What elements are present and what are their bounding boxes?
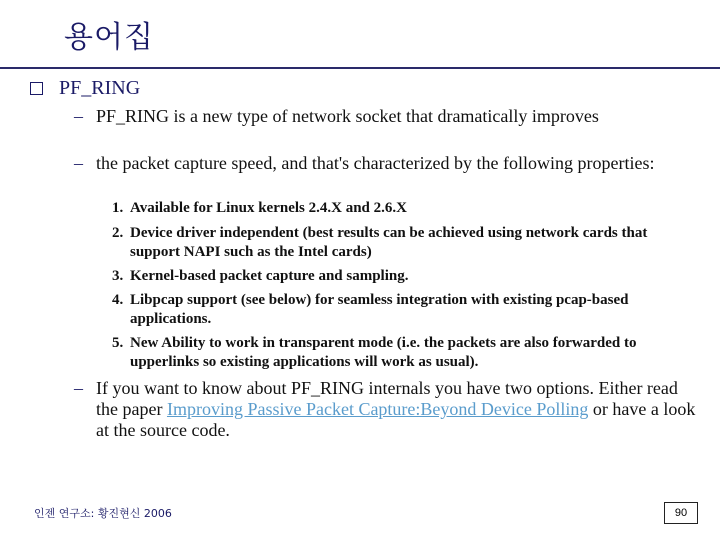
list-item (74, 106, 696, 127)
item-text: If you want to know about PF_RING internals you have two options. Either read the paper (96, 378, 678, 419)
property-item: 1. Available for Linux kernels 2.4.X and 2.6.X (112, 200, 407, 216)
footer-text: 인젠 연구소: 황진현신 2006 (34, 507, 172, 520)
slide-title: 용어집 (64, 20, 154, 55)
title-divider (0, 67, 720, 69)
list-item (74, 153, 696, 174)
property-item: 3. Kernel-based packet capture and sampling. (112, 268, 409, 284)
dash-bullet-icon: – (74, 153, 83, 173)
bullet-heading: PF_RING (59, 77, 141, 99)
checkbox-bullet-icon (30, 82, 43, 95)
item-text: PF_RING is a new type of network socket that dramatically improves (96, 106, 599, 126)
item-text: the packet capture speed, and that's characterized by the following properties: (96, 153, 655, 173)
dash-bullet-icon: – (74, 106, 83, 126)
property-item: 5. New Ability to work in transparent mode (i.e. the packets are also forwarded to upperlinks so existing applications will work as usual). (112, 335, 637, 370)
property-item: 4. Libpcap support (see below) for seamless integration with existing pcap-based applications. (112, 292, 629, 327)
item-text-tail: or have a look at the source code. (96, 399, 696, 440)
dash-bullet-icon: – (74, 378, 83, 398)
property-item: 2. Device driver independent (best results can be achieved using network cards that support NAPI such as the Intel cards) (112, 225, 648, 260)
list-item (74, 378, 696, 441)
bullet-heading-row (30, 77, 140, 100)
page-number: 90 (664, 502, 698, 524)
paper-link[interactable]: Improving Passive Packet Capture:Beyond Device Polling (166, 399, 589, 419)
